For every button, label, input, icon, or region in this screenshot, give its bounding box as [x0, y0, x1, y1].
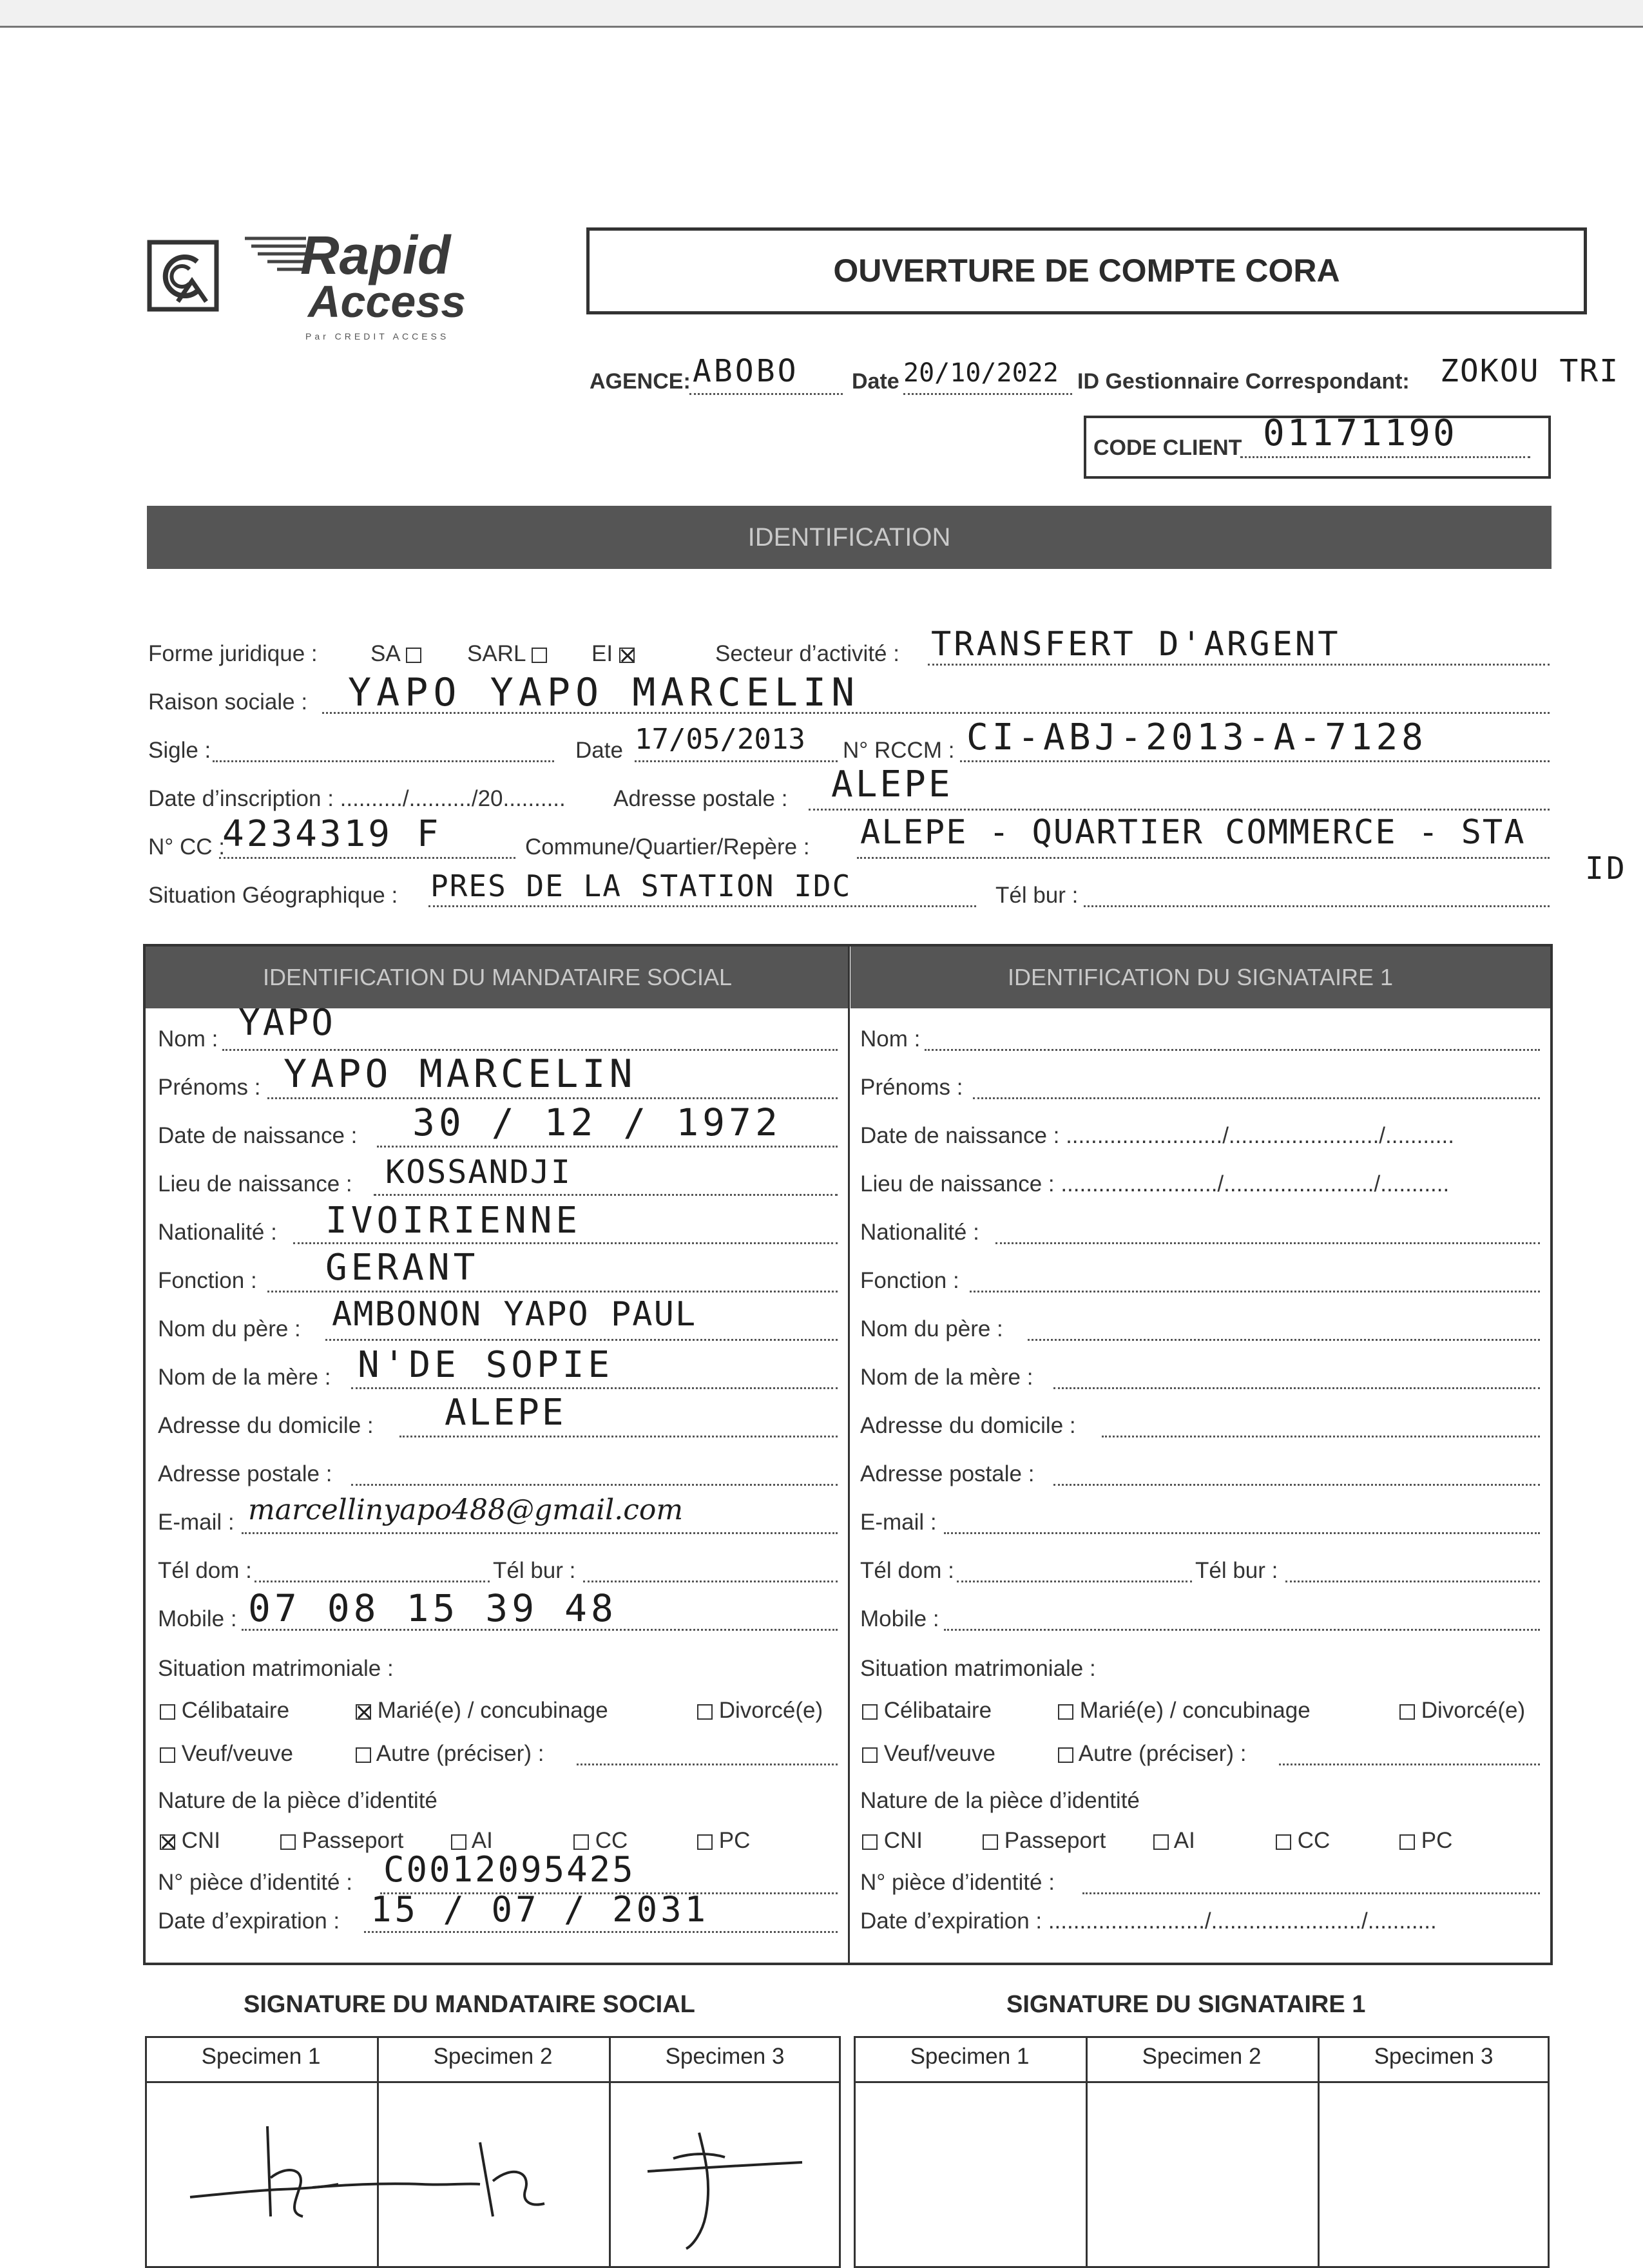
- m-option-cc-label: CC: [595, 1828, 628, 1853]
- s-postale-label: Adresse postale :: [860, 1461, 1035, 1486]
- form-title-box: [586, 227, 1587, 314]
- m-pere-value[interactable]: AMBONON YAPO PAUL: [332, 1295, 697, 1334]
- scan-edge: [0, 0, 1643, 28]
- m-teldom-label: Tél dom :: [158, 1558, 252, 1583]
- situation-dots: [428, 905, 976, 907]
- forme-option-sarl[interactable]: [467, 641, 547, 667]
- checkbox-sarl[interactable]: [532, 648, 547, 663]
- gestionnaire-label: ID Gestionnaire Correspondant:: [1077, 369, 1410, 394]
- s-checkbox-marie[interactable]: [1058, 1704, 1073, 1720]
- m-mobile-label: Mobile :: [158, 1606, 237, 1631]
- s-pere-dots[interactable]: [1028, 1339, 1540, 1341]
- m-nationalite-dots: [293, 1242, 838, 1244]
- m-mere-value[interactable]: N'DE SOPIE: [358, 1344, 614, 1386]
- m-npiece-label: N° pièce d’identité :: [158, 1870, 352, 1895]
- s-nom-label: Nom :: [860, 1026, 921, 1052]
- s-lieu-label[interactable]: Lieu de naissance : ........................./......................../...........: [860, 1171, 1450, 1196]
- forme-label: Forme juridique :: [148, 641, 318, 666]
- s-telbur-label: Tél bur :: [1195, 1558, 1278, 1583]
- logo: [147, 225, 508, 347]
- m-checkbox-autre[interactable]: [356, 1747, 371, 1763]
- m-postale-label: Adresse postale :: [158, 1461, 332, 1486]
- m-option-veuf-label: Veuf/veuve: [181, 1741, 293, 1766]
- situation-label: Situation Géographique :: [148, 883, 398, 908]
- s-domicile-label: Adresse du domicile :: [860, 1413, 1076, 1438]
- m-checkbox-marie-checked[interactable]: [356, 1704, 371, 1720]
- agence-dots: [689, 393, 843, 395]
- s-option-marie[interactable]: [1058, 1698, 1311, 1724]
- m-matrimoniale-label: Situation matrimoniale :: [158, 1656, 394, 1681]
- m-nom-dots: [222, 1049, 838, 1051]
- s-option-cni-label: CNI: [883, 1828, 923, 1853]
- logo-icon: [147, 240, 219, 312]
- s-nationalite-label: Nationalité :: [860, 1220, 979, 1245]
- gestionnaire-value[interactable]: ZOKOU TRI: [1440, 353, 1620, 389]
- s-fonction-dots[interactable]: [970, 1291, 1540, 1293]
- m-nationalite-label: Nationalité :: [158, 1220, 277, 1245]
- s-naissance-label[interactable]: Date de naissance : ........................./......................../...........: [860, 1123, 1454, 1148]
- m-naissance-dots: [377, 1146, 838, 1148]
- m-mere-dots: [351, 1387, 838, 1389]
- speed-lines-icon: [238, 233, 309, 285]
- sig-right-div1: [1086, 2036, 1088, 2268]
- s-option-pc-label: PC: [1421, 1828, 1453, 1853]
- s-postale-dots[interactable]: [1053, 1484, 1540, 1486]
- m-option-pc-label: PC: [718, 1828, 751, 1853]
- m-option-autre-label: Autre (préciser) :: [376, 1741, 544, 1766]
- commune-label: Commune/Quartier/Repère :: [525, 834, 810, 860]
- agence-label: AGENCE:: [590, 369, 691, 394]
- signature-marks: [145, 2088, 841, 2262]
- m-expiration-dots: [364, 1931, 838, 1933]
- m-autre-dots: [577, 1763, 838, 1765]
- rccm-label: N° RCCM :: [843, 738, 955, 763]
- sig-left-header-line: [145, 2081, 841, 2083]
- m-option-celibataire-label: Célibataire: [181, 1698, 290, 1723]
- s-autre-dots: [1279, 1763, 1540, 1765]
- code-client-value[interactable]: 01171190: [1263, 412, 1457, 454]
- mandataire-header: [146, 947, 849, 1008]
- signature-table-signataire: [854, 2036, 1550, 2268]
- s-mobile-dots[interactable]: [944, 1629, 1540, 1631]
- checkbox-ei-checked[interactable]: [619, 648, 635, 663]
- sig-left-specimen-3: Specimen 3: [665, 2044, 785, 2069]
- sigle-date-label: Date: [575, 738, 623, 763]
- checkbox-sa[interactable]: [406, 648, 421, 663]
- m-option-cni-label: CNI: [181, 1828, 221, 1853]
- m-naissance-label: Date de naissance :: [158, 1123, 358, 1148]
- s-piece-label: Nature de la pièce d’identité: [860, 1788, 1140, 1813]
- m-checkbox-pc[interactable]: [697, 1834, 713, 1850]
- s-option-veuf-label: Veuf/veuve: [883, 1741, 995, 1766]
- m-nom-value[interactable]: YAPO: [238, 1002, 336, 1044]
- s-mere-label: Nom de la mère :: [860, 1365, 1033, 1390]
- m-mobile-value[interactable]: 07 08 15 39 48: [248, 1586, 617, 1630]
- m-option-autre[interactable]: [356, 1741, 544, 1767]
- m-email-dots: [242, 1532, 838, 1534]
- m-option-divorce[interactable]: [697, 1698, 823, 1724]
- s-prenoms-dots[interactable]: [973, 1097, 1540, 1099]
- forme-option-sa-label: SA: [370, 641, 399, 666]
- m-option-marie[interactable]: [356, 1698, 608, 1724]
- m-npiece-value[interactable]: C0012095425: [383, 1849, 635, 1890]
- s-checkbox-cc[interactable]: [1276, 1834, 1291, 1850]
- s-option-autre-label: Autre (préciser) :: [1078, 1741, 1247, 1766]
- s-option-ai-label: AI: [1173, 1828, 1195, 1853]
- sigle-dots: [213, 760, 554, 762]
- m-pere-label: Nom du père :: [158, 1316, 301, 1341]
- m-option-marie-label: Marié(e) / concubinage: [377, 1698, 608, 1723]
- s-nom-dots[interactable]: [925, 1049, 1540, 1051]
- s-checkbox-ai[interactable]: [1153, 1834, 1169, 1850]
- secteur-value[interactable]: TRANSFERT D'ARGENT: [931, 625, 1341, 664]
- m-nom-label: Nom :: [158, 1026, 218, 1052]
- sig-right-div2: [1318, 2036, 1320, 2268]
- sig-right-specimen-2: Specimen 2: [1142, 2044, 1262, 2069]
- s-option-divorce-label: Divorcé(e): [1421, 1698, 1526, 1723]
- s-option-pc[interactable]: [1399, 1828, 1452, 1854]
- ncc-dots: [219, 857, 515, 859]
- m-option-divorce-label: Divorcé(e): [718, 1698, 823, 1723]
- identification-header: [147, 506, 1552, 569]
- signature-mandataire-title: SIGNATURE DU MANDATAIRE SOCIAL: [244, 1991, 695, 2018]
- agence-value[interactable]: ABOBO: [693, 353, 799, 389]
- s-telbur-dots[interactable]: [1285, 1581, 1540, 1582]
- form-title: OUVERTURE DE COMPTE CORA: [833, 253, 1340, 289]
- adresse-postale-value[interactable]: ALEPE: [831, 764, 953, 805]
- s-checkbox-cni[interactable]: [862, 1834, 878, 1850]
- date-value[interactable]: 20/10/2022: [903, 358, 1059, 388]
- date-dots: [903, 393, 1072, 395]
- m-checkbox-cc[interactable]: [573, 1834, 589, 1850]
- secteur-label: Secteur d’activité :: [715, 641, 899, 666]
- m-nationalite-value[interactable]: IVOIRIENNE: [325, 1200, 582, 1242]
- inscription-label[interactable]: Date d’inscription : ........../........../20..........: [148, 786, 566, 811]
- m-checkbox-veuf[interactable]: [160, 1747, 175, 1763]
- commune-dots: [857, 857, 1550, 859]
- s-fonction-label: Fonction :: [860, 1268, 959, 1293]
- s-prenoms-label: Prénoms :: [860, 1075, 963, 1100]
- forme-option-ei[interactable]: [591, 641, 635, 667]
- s-option-marie-label: Marié(e) / concubinage: [1079, 1698, 1311, 1723]
- raison-value[interactable]: YAPO YAPO MARCELIN: [348, 670, 860, 715]
- s-option-ai[interactable]: [1153, 1828, 1195, 1854]
- logo-subtext: Par CREDIT ACCESS: [305, 331, 450, 341]
- identification-title: IDENTIFICATION: [747, 523, 951, 552]
- m-domicile-value[interactable]: ALEPE: [445, 1392, 566, 1434]
- m-option-passeport-label: Passeport: [302, 1828, 404, 1853]
- s-option-passeport-label: Passeport: [1004, 1828, 1106, 1853]
- s-mere-dots[interactable]: [1053, 1387, 1540, 1389]
- date-label: Date: [852, 369, 899, 394]
- s-option-celibataire[interactable]: [862, 1698, 992, 1724]
- m-checkbox-passeport[interactable]: [280, 1834, 296, 1850]
- m-checkbox-ai[interactable]: [451, 1834, 466, 1850]
- m-postale-dots: [351, 1484, 838, 1486]
- m-option-ai-label: AI: [471, 1828, 493, 1853]
- s-checkbox-divorce[interactable]: [1399, 1704, 1415, 1720]
- rccm-value[interactable]: CI-ABJ-2013-A-7128: [966, 716, 1427, 758]
- tel-bur-dots: [1084, 905, 1550, 907]
- m-teldom-dots: [255, 1581, 490, 1582]
- m-expiration-value[interactable]: 15 / 07 / 2031: [370, 1889, 709, 1930]
- ncc-label: N° CC :: [148, 834, 225, 860]
- secteur-dots: [928, 664, 1550, 666]
- s-option-cni[interactable]: [862, 1828, 923, 1854]
- s-checkbox-veuf[interactable]: [862, 1747, 878, 1763]
- s-email-dots[interactable]: [944, 1532, 1540, 1534]
- commune-overflow: ID: [1585, 850, 1628, 887]
- s-checkbox-pc[interactable]: [1399, 1834, 1415, 1850]
- sig-left-specimen-1: Specimen 1: [201, 2044, 321, 2069]
- adresse-postale-dots: [809, 809, 1550, 811]
- s-option-passeport[interactable]: [983, 1828, 1106, 1854]
- s-pere-label: Nom du père :: [860, 1316, 1003, 1341]
- m-checkbox-divorce[interactable]: [697, 1704, 713, 1720]
- signature-signataire-title: SIGNATURE DU SIGNATAIRE 1: [1006, 1991, 1366, 2018]
- rccm-dots: [960, 760, 1550, 762]
- m-domicile-label: Adresse du domicile :: [158, 1413, 374, 1438]
- s-option-cc[interactable]: [1276, 1828, 1330, 1854]
- s-mobile-label: Mobile :: [860, 1606, 939, 1631]
- s-nationalite-dots[interactable]: [995, 1242, 1540, 1244]
- sig-right-specimen-1: Specimen 1: [910, 2044, 1030, 2069]
- m-fonction-dots: [267, 1291, 838, 1293]
- logo-text-access: Access: [308, 276, 466, 327]
- signataire-title: IDENTIFICATION DU SIGNATAIRE 1: [1007, 964, 1394, 990]
- s-checkbox-autre[interactable]: [1058, 1747, 1073, 1763]
- situation-value[interactable]: PRES DE LA STATION IDC: [430, 869, 852, 903]
- s-option-autre[interactable]: [1058, 1741, 1246, 1767]
- sigle-label: Sigle :: [148, 738, 211, 763]
- m-option-cni[interactable]: [160, 1828, 220, 1854]
- s-expiration-label[interactable]: Date d’expiration : ........................./......................../...........: [860, 1908, 1437, 1934]
- m-option-pc[interactable]: [697, 1828, 750, 1854]
- m-telbur-label: Tél bur :: [493, 1558, 576, 1583]
- s-checkbox-celibataire[interactable]: [862, 1704, 878, 1720]
- s-npiece-label: N° pièce d’identité :: [860, 1870, 1055, 1895]
- mandataire-title: IDENTIFICATION DU MANDATAIRE SOCIAL: [262, 964, 733, 990]
- m-expiration-label: Date d’expiration :: [158, 1908, 340, 1934]
- sig-left-specimen-2: Specimen 2: [433, 2044, 553, 2069]
- s-npiece-dots[interactable]: [1082, 1892, 1540, 1894]
- code-client-label: CODE CLIENT: [1093, 436, 1242, 460]
- s-teldom-label: Tél dom :: [860, 1558, 954, 1583]
- m-email-label: E-mail :: [158, 1510, 235, 1535]
- forme-option-ei-label: EI: [591, 641, 613, 666]
- m-option-veuf[interactable]: [160, 1741, 293, 1767]
- m-lieu-label: Lieu de naissance :: [158, 1171, 352, 1196]
- m-fonction-value[interactable]: GERANT: [325, 1247, 479, 1289]
- forme-option-sa[interactable]: [370, 641, 421, 667]
- m-telbur-dots: [583, 1581, 838, 1582]
- m-pere-dots: [325, 1339, 838, 1341]
- s-option-celibataire-label: Célibataire: [883, 1698, 992, 1723]
- ncc-value[interactable]: 4234319 F: [222, 813, 441, 855]
- tel-bur-label: Tél bur :: [995, 883, 1079, 908]
- m-email-value[interactable]: marcellinyapo488@gmail.com: [248, 1494, 684, 1526]
- s-teldom-dots[interactable]: [957, 1581, 1192, 1582]
- adresse-postale-label: Adresse postale :: [613, 786, 788, 811]
- forme-option-sarl-label: SARL: [467, 641, 526, 666]
- raison-label: Raison sociale :: [148, 689, 308, 715]
- sigle-date-value[interactable]: 17/05/2013: [635, 723, 805, 756]
- sig-right-header-line: [854, 2081, 1550, 2083]
- m-option-celibataire[interactable]: [160, 1698, 289, 1724]
- m-lieu-value[interactable]: KOSSANDJI: [385, 1153, 572, 1191]
- s-email-label: E-mail :: [860, 1510, 937, 1535]
- commune-value[interactable]: ALEPE - QUARTIER COMMERCE - STA: [860, 813, 1526, 852]
- m-mere-label: Nom de la mère :: [158, 1365, 331, 1390]
- m-domicile-dots: [399, 1436, 838, 1437]
- sigle-date-dots: [635, 760, 838, 762]
- s-option-cc-label: CC: [1297, 1828, 1331, 1853]
- m-checkbox-celibataire[interactable]: [160, 1704, 175, 1720]
- s-option-divorce[interactable]: [1399, 1698, 1525, 1724]
- s-matrimoniale-label: Situation matrimoniale :: [860, 1656, 1096, 1681]
- s-domicile-dots[interactable]: [1102, 1436, 1540, 1437]
- m-lieu-dots: [374, 1194, 838, 1196]
- logo-text-rapid: Rapid: [300, 225, 451, 285]
- s-checkbox-passeport[interactable]: [983, 1834, 998, 1850]
- m-piece-label: Nature de la pièce d’identité: [158, 1788, 437, 1813]
- m-checkbox-cni-checked[interactable]: [160, 1834, 175, 1850]
- m-fonction-label: Fonction :: [158, 1268, 257, 1293]
- s-option-veuf[interactable]: [862, 1741, 995, 1767]
- m-prenoms-dots: [267, 1097, 838, 1099]
- sig-right-specimen-3: Specimen 3: [1374, 2044, 1494, 2069]
- m-naissance-value[interactable]: 30 / 12 / 1972: [412, 1100, 782, 1144]
- code-client-dots: [1240, 456, 1530, 458]
- signataire-header: [850, 947, 1550, 1008]
- column-divider: [848, 947, 850, 1963]
- m-prenoms-label: Prénoms :: [158, 1075, 261, 1100]
- m-prenoms-value[interactable]: YAPO MARCELIN: [283, 1052, 637, 1097]
